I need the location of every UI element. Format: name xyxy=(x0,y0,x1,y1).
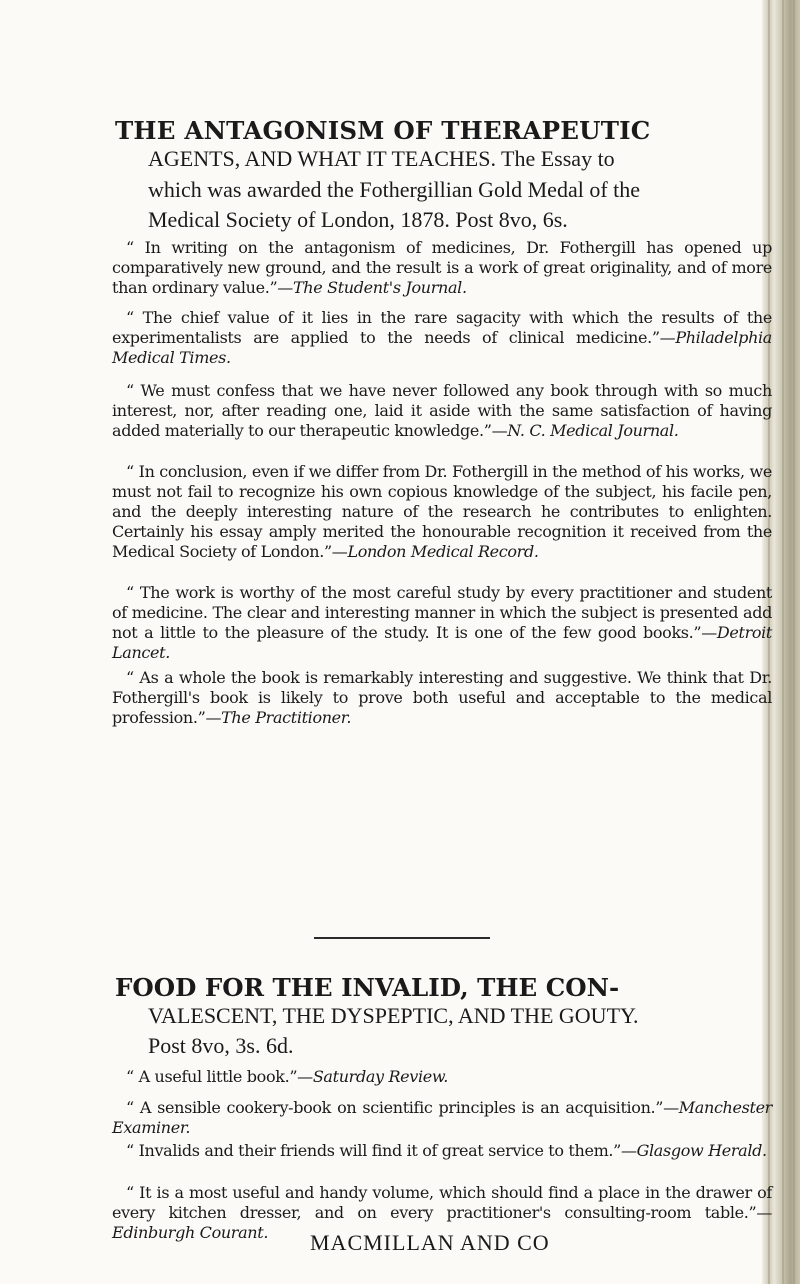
review-source: N. C. Medical Journal. xyxy=(507,421,679,440)
review-quote xyxy=(112,1098,772,1138)
review-source: Philadelphia Medical Times. xyxy=(112,328,772,367)
review-text: “ The chief value of it lies in the rare sagacity with which the results of the experimentalists are applied to the needs of clinical medicine.”— xyxy=(112,308,772,347)
gutter-line xyxy=(782,0,784,1284)
review-quote xyxy=(112,668,772,728)
gutter-line xyxy=(793,0,795,1284)
review-quote xyxy=(112,238,772,298)
review-text: “ The work is worthy of the most careful study by every practitioner and student of medicine. The clear and interesting manner in which the subject is presented add not a little to the pleasure of the study. It is one of the few good books.”— xyxy=(112,583,772,642)
review-quote xyxy=(112,308,772,368)
book1-title: THE ANTAGONISM OF THERAPEUTIC xyxy=(115,116,651,145)
review-source: Glasgow Herald. xyxy=(636,1141,767,1160)
book1-title-line: AGENTS, AND WHAT IT TEACHES. The Essay to xyxy=(148,146,615,171)
review-text: “ It is a most useful and handy volume, which should find a place in the drawer of every kitchen dresser, and on every practitioner's consulting-room table.”— xyxy=(112,1183,772,1222)
book1-title-continuation xyxy=(148,144,748,236)
review-quote xyxy=(112,1141,772,1161)
review-quote xyxy=(112,1067,772,1087)
review-source: Detroit Lancet. xyxy=(112,623,772,662)
review-source: The Student's Journal. xyxy=(292,278,467,297)
section-divider xyxy=(314,937,490,939)
publisher-imprint: MACMILLAN AND CO xyxy=(310,1230,550,1255)
book2-title-line: VALESCENT, THE DYSPEPTIC, AND THE GOUTY. xyxy=(148,1003,639,1028)
book2-title: FOOD FOR THE INVALID, THE CON- xyxy=(115,973,620,1002)
review-quote xyxy=(112,462,772,562)
review-text: “ In conclusion, even if we differ from Dr. Fothergill in the method of his works, we must not fail to recognize his own copious knowledge of the subject, his facile pen, and the deeply interesting nature of the research he contributes to enlighten. Certainly his essay amply merited the honourable recognition it received from the Medical Society of London.”— xyxy=(112,462,772,561)
review-source: Saturday Review. xyxy=(312,1067,449,1086)
review-text: “ We must confess that we have never followed any book through with so much interest, nor, after reading one, laid it aside with the same satisfaction of having added materially to our therapeutic knowledge.”— xyxy=(112,381,772,440)
review-quote xyxy=(112,381,772,441)
book2-title-continuation xyxy=(148,1001,778,1061)
review-source: The Practitioner. xyxy=(221,708,352,727)
review-source: London Medical Record. xyxy=(347,542,539,561)
book1-title-line: which was awarded the Fothergillian Gold Medal of the xyxy=(148,176,641,202)
book1-title-line: Medical Society of London, 1878. Post 8vo, 6s. xyxy=(148,207,568,232)
review-source: Manchester Examiner. xyxy=(112,1098,772,1137)
review-text: “ A sensible cookery-book on scientific principles is an acquisition.”— xyxy=(126,1098,679,1117)
review-text: “ Invalids and their friends will find it of great service to them.”— xyxy=(126,1141,637,1160)
book2-title-line: Post 8vo, 3s. 6d. xyxy=(148,1033,294,1058)
review-quote xyxy=(112,583,772,663)
review-text: “ A useful little book.”— xyxy=(126,1067,313,1086)
review-text: “ As a whole the book is remarkably interesting and suggestive. We think that Dr. Fothergill's book is likely to prove both useful and acceptable to the medical profession.”— xyxy=(112,668,772,727)
review-source: Edinburgh Courant. xyxy=(112,1223,269,1242)
review-text: “ In writing on the antagonism of medicines, Dr. Fothergill has opened up comparatively new ground, and the result is a work of great originality, and of more than ordinary value.”— xyxy=(112,238,772,297)
